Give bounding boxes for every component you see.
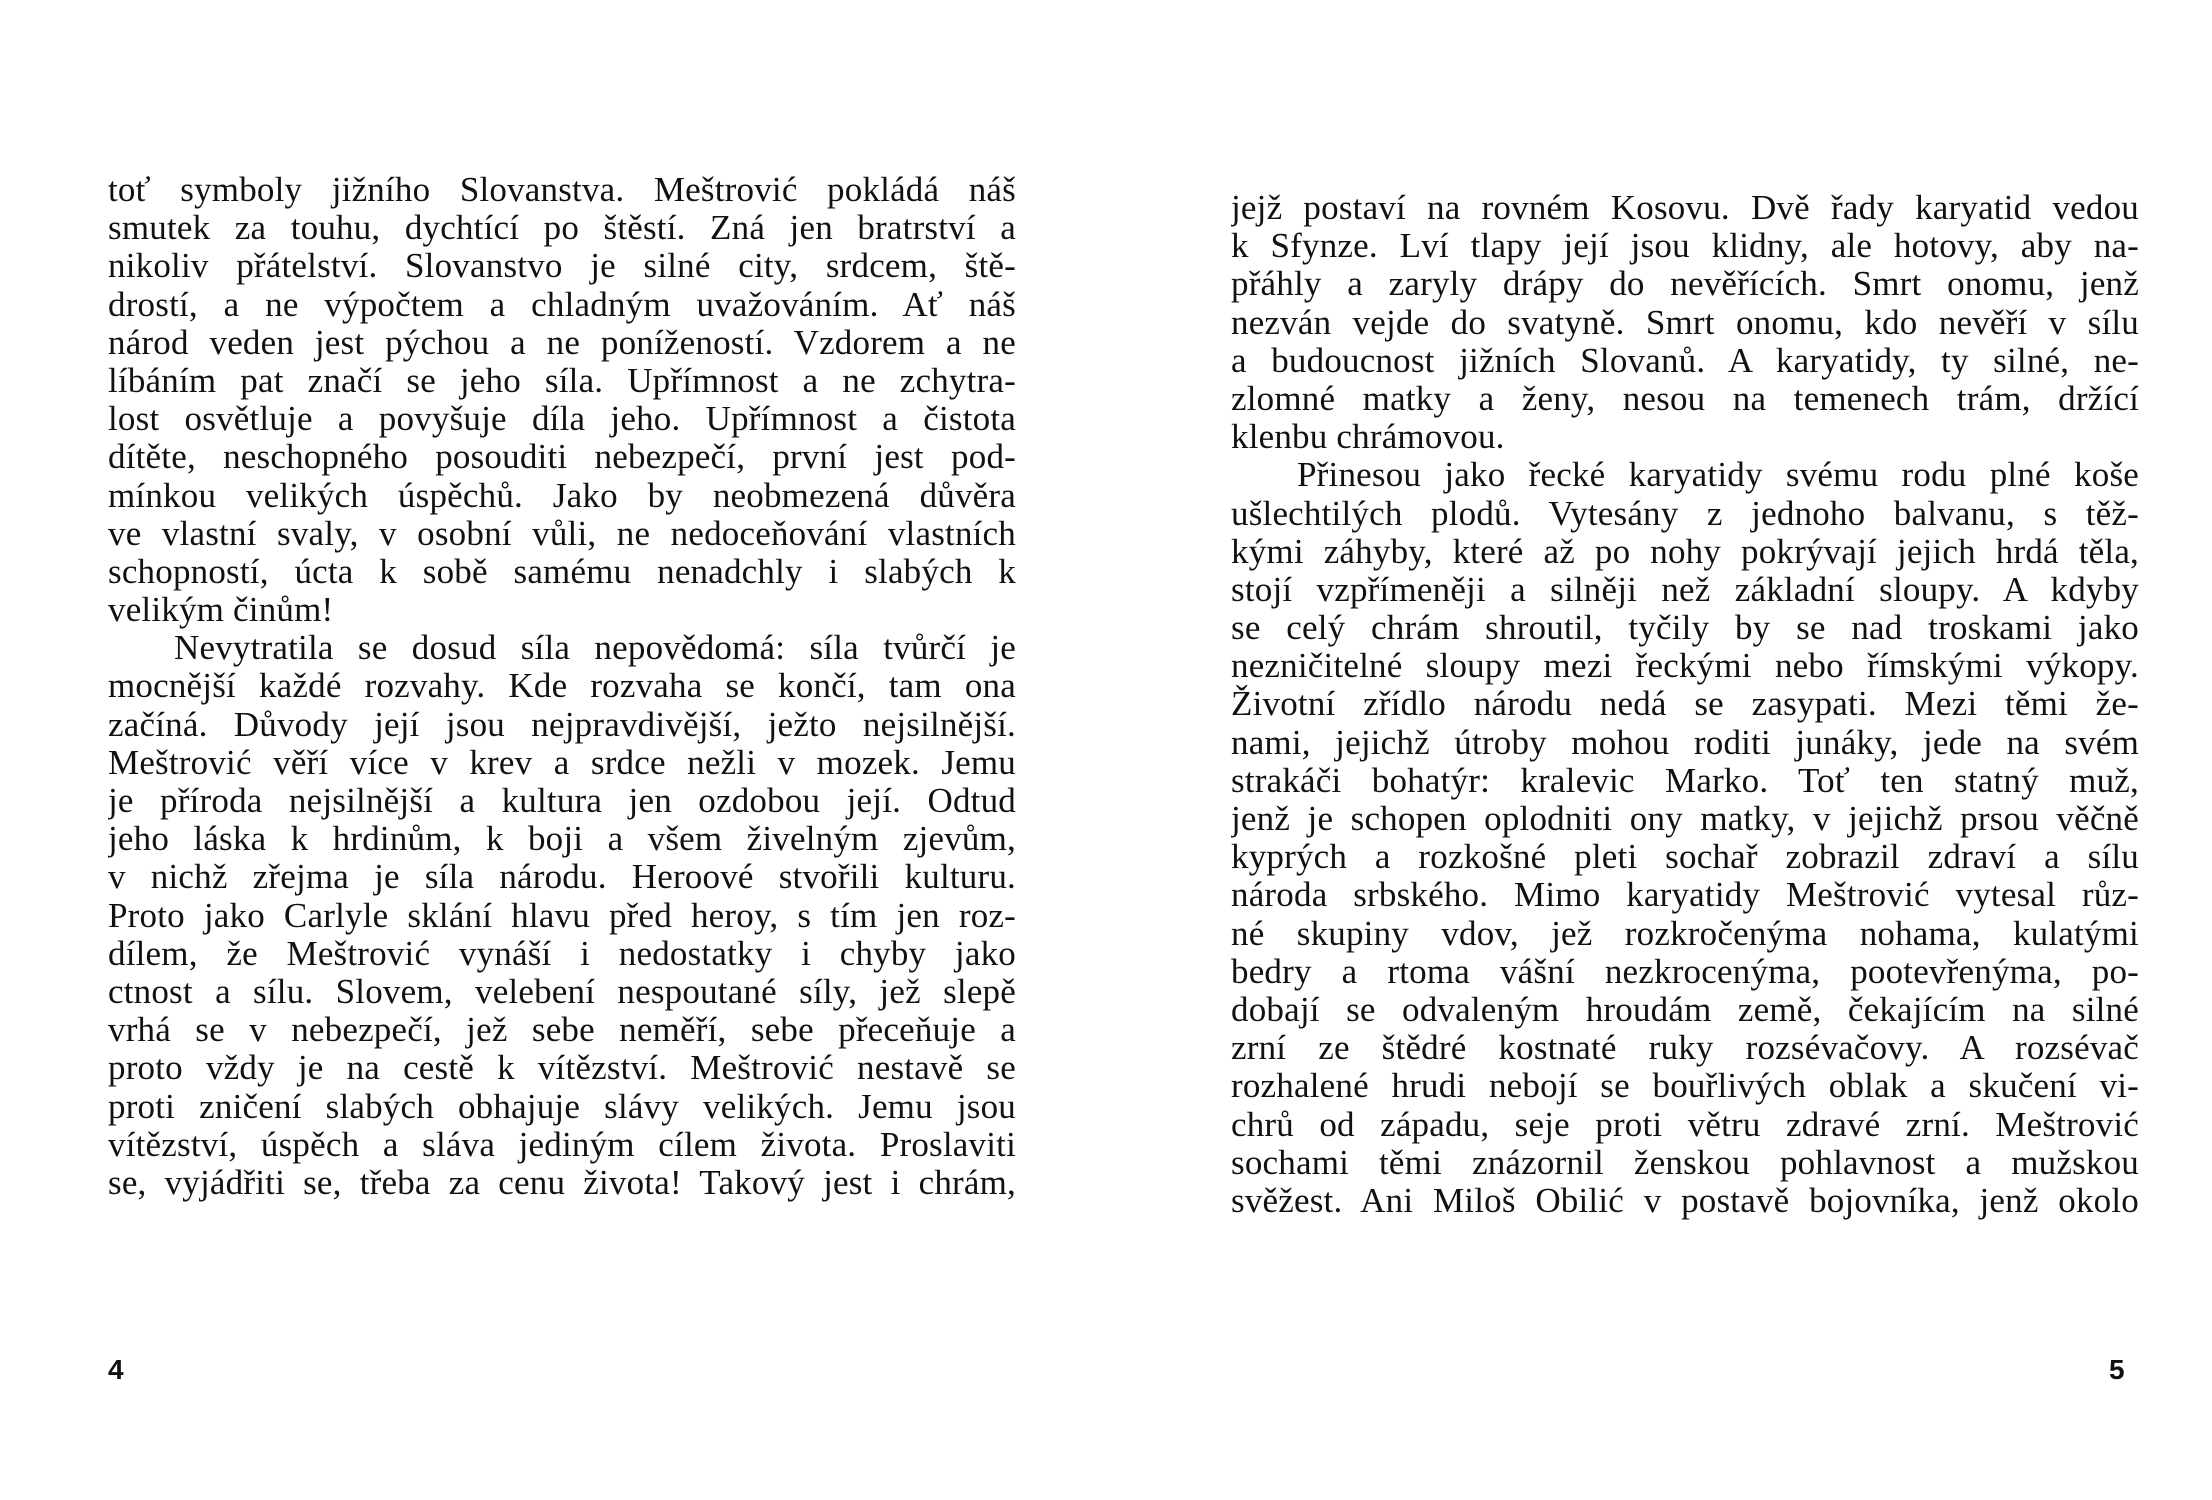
text-line: začíná. Důvody její jsou nejpravdivější, ježto nejsilnější. [108,705,1016,744]
text-line: se celý chrám shroutil, tyčily by se nad troskami jako [1231,609,2139,648]
right-page-text [1231,189,2139,1220]
text-line: schopností, úcta k sobě samému nenadchly i slabých k [108,552,1016,591]
page-number: 5 [2109,1354,2125,1385]
text-line: vrhá se v nebezpečí, jež sebe neměří, sebe přeceňuje a [108,1011,1016,1050]
text-line: proto vždy je na cestě k vítězství. Meštrović nestavě se [108,1049,1016,1088]
text-line: vítězství, úspěch a sláva jediným cílem života. Proslaviti [108,1125,1016,1164]
text-line: zrní ze štědré kostnaté ruky rozsévačovy. A rozsévač [1231,1029,2139,1068]
right-page [1106,0,2212,1500]
text-line: proti zničení slabých obhajuje slávy velikých. Jemu jsou [108,1087,1016,1126]
text-line: v nichž zřejma je síla národu. Heroové stvořili kulturu. [108,858,1016,897]
text-line: strakáči bohatýr: kralevic Marko. Toť ten statný muž, [1231,761,2139,800]
text-line: Přinesou jako řecké karyatidy svému rodu plné koše [1297,456,2139,495]
text-line: a budoucnost jižních Slovanů. A karyatidy, ty silné, ne- [1231,341,2139,380]
text-line: dílem, že Meštrović vynáší i nedostatky i chyby jako [108,934,1016,973]
text-line: jeho láska k hrdinům, k boji a všem živelným zjevům, [108,820,1016,859]
text-line: Proto jako Carlyle sklání hlavu před heroy, s tím jen roz- [108,896,1016,935]
text-line: ctnost a sílu. Slovem, velebení nespoutané síly, jež slepě [108,972,1016,1011]
text-line: národa srbského. Mimo karyatidy Meštrović vytesal růz- [1231,876,2139,915]
text-line: velikým činům! [108,591,334,630]
text-line: bedry a rtoma vášní nezkrocenýma, pootevřenýma, po- [1231,952,2139,991]
text-line: jejž postaví na rovném Kosovu. Dvě řady karyatid vedou [1231,189,2139,227]
text-line: drostí, a ne výpočtem a chladným uvažováním. Ať náš [108,285,1016,324]
text-line: né skupiny vdov, jež rozkročenýma nohama, kulatými [1231,914,2139,953]
text-line: dítěte, neschopného posouditi nebezpečí, první jest pod- [108,438,1016,477]
text-line: mínkou velikých úspěchů. Jako by neobmezená důvěra [108,476,1016,515]
text-line: mocnější každé rozvahy. Kde rozvaha se končí, tam ona [108,667,1016,706]
text-line: k Sfynze. Lví tlapy její jsou klidny, ale hotovy, aby na- [1231,227,2139,266]
text-line: jenž je schopen oplodniti ony matky, v jejichž prsou věčně [1231,800,2139,838]
text-line: svěžest. Ani Miloš Obilić v postavě bojovníka, jenž okolo [1231,1181,2139,1220]
text-line: lost osvětluje a povyšuje díla jeho. Upřímnost a čistota [108,400,1016,439]
text-line: rozhalené hrudi nebojí se bouřlivých oblak a skučení vi- [1231,1067,2139,1106]
text-line: přáhly a zaryly drápy do nevěřících. Smrt onomu, jenž [1231,265,2139,304]
page-number: 4 [108,1354,124,1385]
text-line: se, vyjádřiti se, třeba za cenu života! Takový jest i chrám, [108,1163,1016,1202]
text-line: klenbu chrámovou. [1231,418,1505,457]
text-line: sochami těmi znázornil ženskou pohlavnost a mužskou [1231,1143,2139,1182]
text-line: chrů od západu, seje proti větru zdravé zrní. Meštrović [1231,1105,2139,1144]
text-line: je příroda nejsilnější a kultura jen ozdobou její. Odtud [108,782,1016,820]
text-line: kými záhyby, které až po nohy pokrývají jejich hrdá těla, [1231,532,2139,571]
text-line: líbáním pat značí se jeho síla. Upřímnost a ne zchytra- [108,361,1016,400]
text-line: Meštrović věří více v krev a srdce nežli v mozek. Jemu [108,743,1016,782]
text-line: národ veden jest pýchou a ne ponížeností. Vzdorem a ne [108,323,1016,362]
text-line: nikoliv přátelství. Slovanstvo je silné city, srdcem, ště- [108,247,1016,286]
text-line: smutek za touhu, dychtící po štěstí. Zná jen bratrství a [108,209,1016,248]
text-line: nezván vejde do svatyně. Smrt onomu, kdo nevěří v sílu [1231,303,2139,342]
text-line: toť symboly jižního Slovanstva. Meštrović pokládá náš [108,171,1016,209]
text-line: zlomné matky a ženy, nesou na temenech trám, držící [1231,379,2139,418]
text-line: dobají se odvaleným hroudám země, čekajícím na silné [1231,990,2139,1029]
text-line: Nevytratila se dosud síla nepovědomá: síla tvůrčí je [174,629,1016,668]
text-line: ve vlastní svaly, v osobní vůli, ne nedoceňování vlastních [108,514,1016,553]
text-line: kyprých a rozkošné pleti sochař zobrazil zdraví a sílu [1231,838,2139,877]
left-page-text [108,171,1016,1202]
text-line: nezničitelné sloupy mezi řeckými nebo římskými výkopy. [1231,647,2139,686]
text-line: Životní zřídlo národu nedá se zasypati. Mezi těmi že- [1231,685,2139,724]
text-line: stojí vzpřímeněji a silněji než základní sloupy. A kdyby [1231,570,2139,609]
text-line: nami, jejichž útroby mohou roditi junáky, jede na svém [1231,723,2139,762]
text-line: ušlechtilých plodů. Vytesány z jednoho balvanu, s těž- [1231,494,2139,533]
